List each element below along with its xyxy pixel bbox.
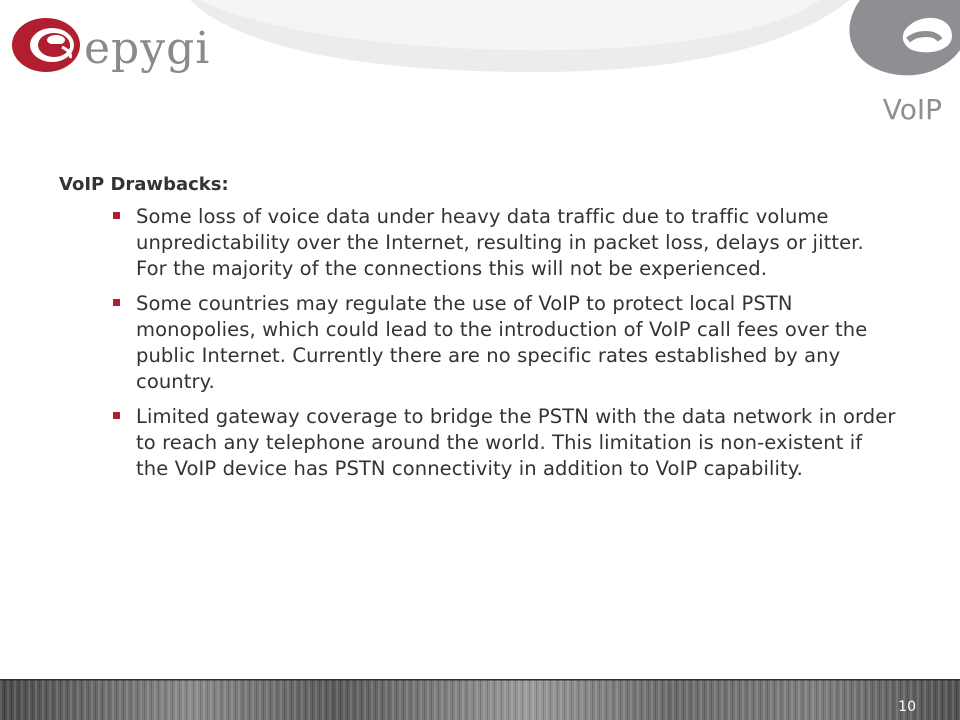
slide-content: [59, 172, 899, 491]
bullet-text: Limited gateway coverage to bridge the PSTN with the data network in order to reach any telephone around the world. This limitation is non-existent if the VoIP device has PSTN connectivity in addition to VoIP capability.: [136, 405, 896, 480]
square-bullet-icon: [113, 212, 120, 219]
bullet-item: [59, 291, 899, 395]
slide-title: VoIP: [882, 93, 942, 126]
square-bullet-icon: [113, 412, 120, 419]
corner-e-mark-icon: [849, 0, 960, 75]
bullet-list: [59, 204, 899, 482]
bullet-item: [59, 204, 899, 282]
epygi-logo-mark-icon: [10, 14, 82, 74]
bullet-item: [59, 404, 899, 482]
logo-wordmark: epygi: [84, 23, 211, 74]
bullet-text: Some countries may regulate the use of VoIP to protect local PSTN monopolies, which could lead to the introduction of VoIP call fees over the public Internet. Currently there are no specific rates established by any country.: [136, 292, 868, 393]
epygi-logo: [10, 14, 211, 74]
bullet-text: Some loss of voice data under heavy data traffic due to traffic volume unpredictability over the Internet, resulting in packet loss, delays or jitter. For the majority of the connections this will not be experienced.: [136, 205, 864, 280]
page-number: 10: [898, 699, 916, 715]
square-bullet-icon: [113, 299, 120, 306]
section-heading: VoIP Drawbacks:: [59, 174, 229, 195]
footer-bar: [0, 679, 960, 720]
